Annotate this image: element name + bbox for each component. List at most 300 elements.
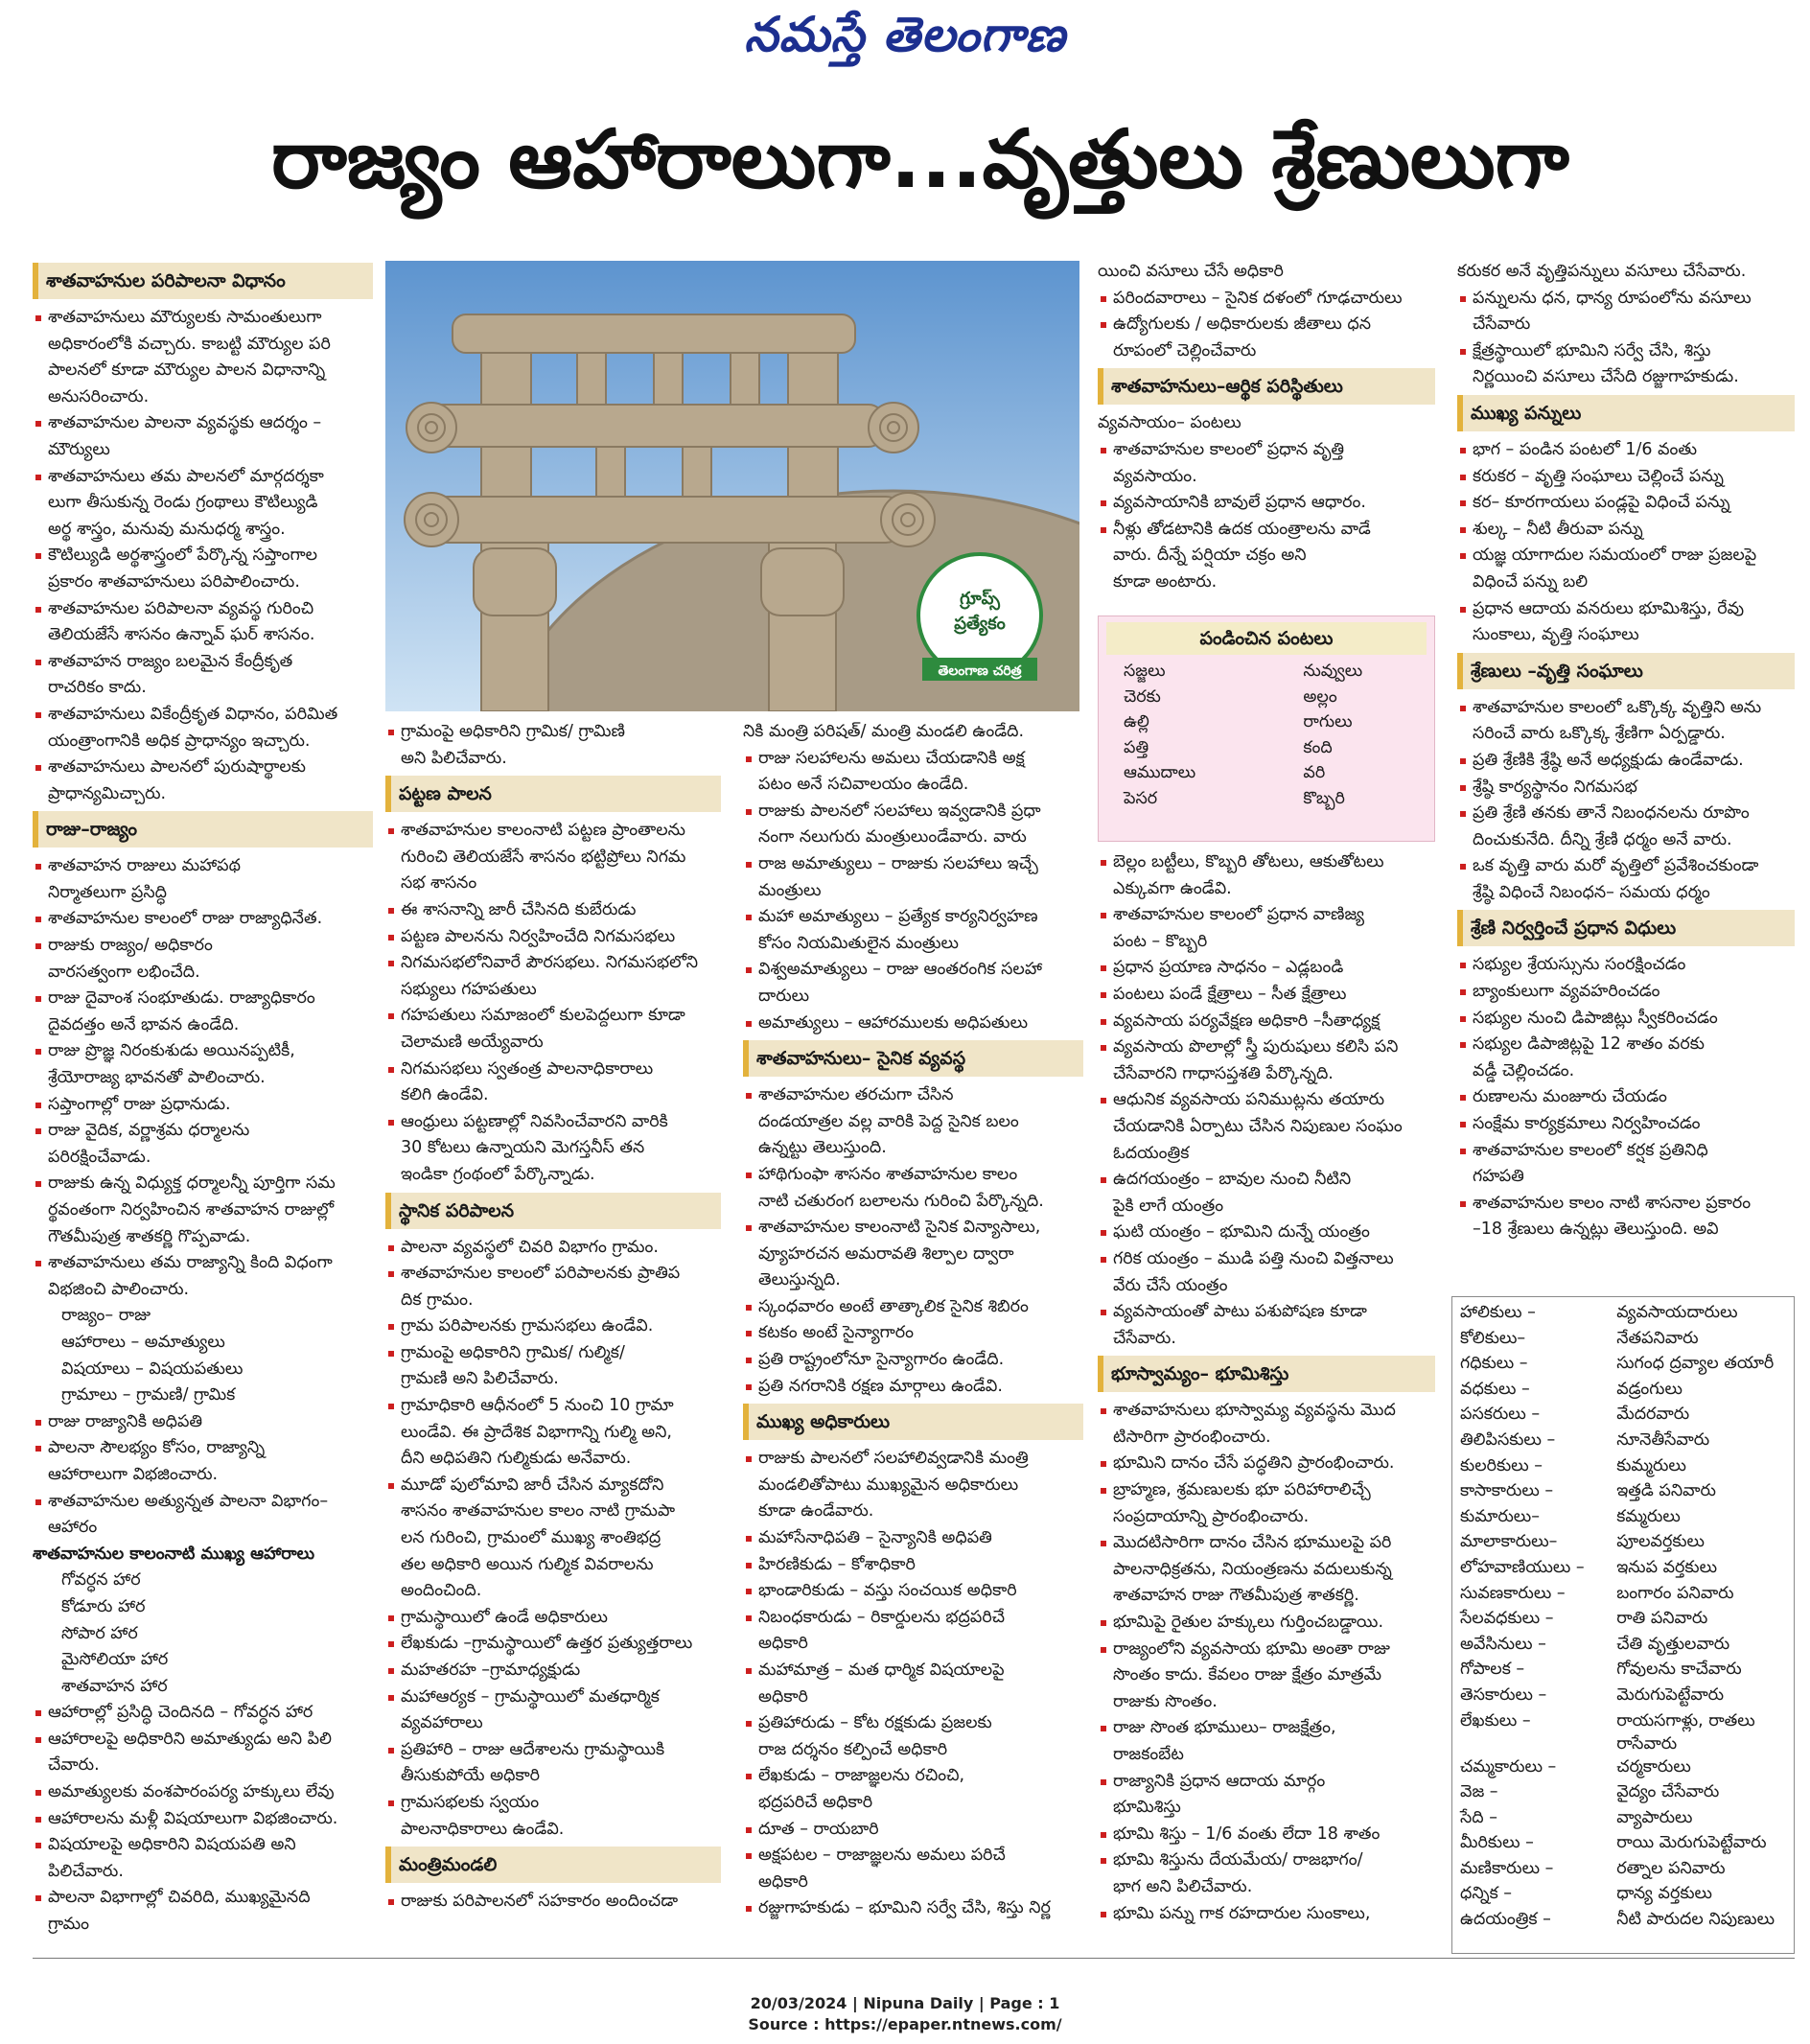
text-line: చేసేవారు. [1113,1328,1176,1348]
guild-meaning: సుగంధ ద్రవ్యాల తయారీ [1616,1354,1775,1374]
text-line: రాజుకు పాలనలో సలహాలు ఇవ్వడానికి ప్రధా [758,801,1041,821]
bullet-item [385,1340,721,1393]
bullet-item [33,596,373,649]
bullet-item [743,957,1083,1010]
headline: రాజ్యం ఆహారాలుగా...వృత్తులు శ్రేణులుగా [271,112,1569,206]
guild-meaning: బంగారం పనివారు [1616,1583,1734,1603]
section-heading: ముఖ్య పన్నులు [1457,395,1795,431]
guild-meaning: నేతపనివారు [1616,1328,1699,1348]
bullet-item [743,1215,1083,1294]
guild-row [1460,1711,1786,1757]
bullet-item [1098,1167,1435,1219]
crop-row [1099,711,1434,737]
guild-row [1460,1507,1786,1533]
text-line: సోపార హార [61,1623,138,1643]
text-line: రాజు వైదిక, వర్ణాశ్రమ ధర్మాలను [48,1121,250,1141]
text-line: శాతవాహనుల పరిపాలనా వ్యవస్థ గురించి [48,598,314,618]
bullet-item [33,1832,373,1885]
text-line: శాతవాహనుల తరచుగా చేసిన [758,1085,954,1105]
crop-row [1099,762,1434,788]
text-line: శాతవాహనులు మౌర్యులకు సామంతులుగా [48,308,322,327]
text-line: విషయాలపై అధికారిని విషయపతి అని పిలిచేవారు. [48,1835,296,1881]
section-heading: ముఖ్య అధికారులు [743,1404,1083,1440]
bullet-item [1098,1246,1435,1299]
badge-ribbon: తెలంగాణ చరిత్ర [938,663,1022,679]
guild-meaning: ఇనుప వర్తకులు [1616,1557,1718,1577]
bullet-item [743,1817,1083,1844]
continued-text [1457,259,1795,286]
badge-line-1: గ్రూప్స్ [960,589,1000,609]
text-line: భూమిని దానం చేసే పద్ధతిని ప్రారంభించారు. [1113,1453,1395,1474]
guild-row [1460,1910,1786,1936]
text-line: తీసుకుపోయే అధికారి [401,1766,541,1786]
bullet-item [33,933,373,986]
text-line: శాతవాహన రాజులు మహాపథ [48,856,241,876]
text-line: వ్యవసాయ పొలాల్లో స్త్రీ పురుషులు కలిసి పని [1113,1037,1399,1057]
text-line: నిబంధకారుడు – రికార్డులను భద్రపరిచే [758,1607,1006,1627]
guild-row [1460,1405,1786,1430]
bullet-item [743,1605,1083,1658]
crop-row [1099,788,1434,814]
text-line: కటకం అంటే సైన్యాగారం [758,1323,915,1343]
text-line: శాతవాహనుల పాలనా వ్యవస్థకు ఆదర్శం – [48,413,322,433]
guild-name: హాలికులు – [1460,1303,1536,1322]
bullet-item [33,649,373,702]
text-line: విభజించి పాలించారు. [48,1279,190,1299]
guild-name: లోహవాణియులు – [1460,1557,1585,1577]
text-line: –18 శ్రేణులు ఉన్నట్లు తెలుస్తుంది. అవి [1473,1219,1719,1240]
stupa-gateway-illustration [385,261,1079,711]
text-line: గ్రామస్థాయిలో ఉండే అధికారులు [401,1607,608,1627]
bullet-item [1098,849,1435,902]
guild-name: కుమారులు– [1460,1506,1540,1526]
text-line: సభ్యుల శ్రేయస్సును సంరక్షించడం [1473,955,1686,975]
text-line: విధించే పన్ను బలి [1473,571,1589,592]
guild-meaning: నీటి పారుదల నిపుణులు [1616,1910,1775,1930]
bullet-item [1098,1715,1435,1768]
text-line: లేఖకుడు – రాజాజ్ఞలను రచించి, [758,1766,965,1786]
text-line: శాసనం శాతవాహనుల కాలం నాటి గ్రామపా [401,1501,675,1521]
bullet-item [1098,1637,1435,1716]
text-line: కౌటిల్యుడి అర్థశాస్త్రంలో పేర్కొన్న సప్తాంగాల [48,546,317,566]
footer-source-line: Source : https://epaper.ntnews.com/ [748,2015,1062,2033]
guild-name: వధకులు – [1460,1379,1530,1399]
bullet-item [33,410,373,463]
article-column-4-lower [1098,849,1435,1927]
bullet-item [385,1605,721,1632]
bullet-item [1457,801,1795,853]
text-line: తల అధికారి అయిన గుల్మిక వివరాలను [401,1554,654,1574]
bullet-item [1098,286,1435,313]
text-line: రజ్జుగాహకుడు – భూమిని సర్వే చేసి, శిస్తు నిర్ణ [758,1898,1051,1918]
bullet-item [33,1779,373,1806]
text-line: ప్రతిహారుడు – కోట రక్షకుడు ప్రజలకు [758,1713,992,1733]
text-line: అని పిలిచేవారు. [401,748,507,768]
text-line: పంట – కొబ్బరి [1113,931,1208,951]
text-line: వారు. దీన్నే పర్షియా చక్రం అని [1113,546,1307,566]
guilds-box [1451,1296,1795,1954]
continued-text [1098,259,1435,286]
subheading: వ్యవసాయం– పంటలు [1098,413,1241,433]
bullet-item [1098,1398,1435,1451]
guild-row [1460,1609,1786,1635]
article-column-1 [33,259,373,1939]
text-line: పరిరక్షించేవాడు. [48,1147,151,1167]
text-line: అమాత్యులకు వంశపారంపర్య హక్కులు లేవు [48,1782,335,1802]
text-line: పాలనా విభాగాల్లో చివరిది, ముఖ్యమైనది [48,1888,311,1908]
text-line: కూడా ఉండేవారు. [758,1501,874,1521]
text-line: ఓదయంత్రిక [1113,1143,1190,1163]
bullet-item [1457,1138,1795,1191]
text-line: చేసేవారని గాధాసప్తశతి పేర్కొన్నది. [1113,1063,1334,1083]
bullet-item [743,851,1083,904]
text-line: అక్షపటల – రాజాజ్ఞలను అమలు పరిచే [758,1846,1006,1866]
badge-line-2: ప్రత్యేకం [954,614,1006,634]
bullet-item [743,1552,1083,1579]
text-line: యంత్రాంగానికి అధిక ప్రాధాన్యం ఇచ్చారు. [48,731,311,751]
text-line: దూత – రాయబారి [758,1819,879,1839]
text-line: యజ్ఞ యాగాదుల సమయంలో రాజు ప్రజలపై [1473,546,1757,566]
guild-row [1460,1584,1786,1610]
bullet-item [33,1727,373,1779]
text-line: ఆహారాలు – అమాత్యులు [61,1332,225,1352]
text-line: విషయాలు – విషయపతులు [61,1359,244,1379]
guild-meaning: మెరుగుపెట్టేవారు [1616,1684,1725,1705]
text-line: మహాఆర్యక – గ్రామస్థాయిలో మతధార్మిక [401,1686,660,1707]
text-line: గహపతులు సమాజంలో కులపెద్దలుగా కూడా [401,1006,685,1026]
bullet-item [743,1710,1083,1763]
text-line: వడ్డీ చెల్లించడం. [1473,1060,1575,1080]
bullet-item [33,464,373,544]
text-line: వ్యవహారాలు [401,1713,483,1733]
text-line: తెలుస్తున్నది. [758,1270,841,1290]
bullet-item [385,1684,721,1737]
text-line: ర్థవంతంగా నిర్వహించిన శాతవాహన రాజుల్లో [48,1200,335,1219]
text-line: భూమి శిస్తును దేయమేయ/ రాజభాగం/ [1113,1850,1363,1870]
text-line: అధికారి [758,1871,808,1892]
bullet-item [1098,1477,1435,1530]
guild-name: గధికులు – [1460,1354,1528,1374]
text-line: శాతవాహనుల కాలం నాటి శాసనాల ప్రకారం [1473,1193,1752,1213]
bullet-item [1098,1822,1435,1848]
bullet-item [33,1092,373,1119]
guild-row [1460,1456,1786,1482]
crops-box-title: పండించిన పంటలు [1106,622,1427,655]
text-line: శాతవాహనులు తమ రాజ్యాన్ని కింది విధంగా [48,1253,333,1273]
guild-row [1460,1558,1786,1584]
text-line: గహపతి [1473,1167,1524,1187]
bullet-item [385,950,721,1003]
guild-name: చమ్మకారులు – [1460,1756,1557,1777]
text-line: ఆహారాలపై అధికారిని అమాత్యుడు అని పిలి [48,1729,332,1749]
bullet-item [33,1489,373,1542]
text-line: వారసత్వంగా లభించేది. [48,962,200,982]
text-line: గ్రామంపై అధికారిని గ్రామిక/ గుల్మిక/ [401,1342,625,1362]
crop-name: వరి [1303,763,1326,783]
text-line: మంత్రులు [758,880,822,900]
bullet-item [385,1631,721,1658]
bullet-item [1098,1034,1435,1087]
guild-row [1460,1884,1786,1910]
bullet-item [33,1700,373,1727]
text-line: రాజు రాజ్యానికి అధిపతి [48,1411,203,1431]
guild-meaning: ఇత్తడి పనివారు [1616,1481,1716,1501]
text-line: రూపంలో చెల్లించేవారు [1113,340,1257,360]
guild-row [1460,1532,1786,1558]
text-line: హిరణికుడు – కోశాధికారి [758,1554,916,1574]
guild-meaning: నూనెతీసేవారు [1616,1429,1710,1450]
bullet-item [1457,1111,1795,1138]
text-line: రాజుకు రాజ్యం/ అధికారం [48,936,213,956]
bullet-item [1457,1191,1795,1243]
bullet-item [743,1843,1083,1895]
bullet-item [1098,517,1435,596]
text-line: ప్రతి శ్రేణి తనకు తానే నిబంధనలను రూపొం [1473,803,1750,824]
text-line: దిక గ్రామం. [401,1289,474,1310]
bullet-item [1457,596,1795,649]
bullet-item [743,1294,1083,1321]
guild-meaning: ధాన్య వర్తకులు [1616,1884,1712,1904]
text-line: దీని అధిపతిని గుల్మికుడు అనేవారు. [401,1449,632,1469]
text-line: శాతవాహన హార [61,1676,168,1696]
text-line: సభ్యులు గహపతులు [401,979,537,999]
crop-name: పత్తి [1124,737,1149,757]
text-line: ప్రాధాన్యమిచ్చారు. [48,783,167,803]
bullet-item [1098,1299,1435,1352]
bullet-item [33,702,373,755]
text-line: మహాసేనాధిపతి – సైన్యానికి అధిపతి [758,1528,992,1548]
bullet-item [1457,952,1795,979]
guild-meaning: మేదరవారు [1616,1405,1690,1425]
continued-text [743,719,1083,746]
text-line: భూమి శిస్తు – 1/6 వంతు లేదా 18 శాతం [1113,1823,1381,1844]
text-line: వ్యవసాయం. [1113,466,1197,486]
section-heading: రాజు–రాజ్యం [33,811,373,848]
text-line: విశ్వఅమాత్యులు – రాజు ఆంతరంగిక సలహా [758,960,1042,980]
text-line: పన్నులను ధన, ధాన్య రూపంలోను వసూలు [1473,288,1752,308]
text-line: సభ్యుల డిపాజిట్లపై 12 శాతం వరకు [1473,1034,1705,1055]
text-line: అధికారి [758,1634,808,1654]
guild-name: మాలాకారులు– [1460,1532,1558,1552]
bullet-item [1098,1219,1435,1246]
guild-row [1460,1660,1786,1685]
text-line: గ్రామ పరిపాలనకు గ్రామసభలు ఉండేవి. [401,1316,654,1336]
text-line: రాజు సలహాలను అమలు చేయడానికి అక్ష [758,748,1025,768]
text-line: అందించింది. [401,1581,482,1601]
guild-name: కులరికులు – [1460,1455,1543,1475]
text-line: దారులు [758,986,810,1006]
section-heading: శాతవాహనులు– సైనిక వ్యవస్థ [743,1040,1083,1077]
bullet-item [33,1435,373,1488]
text-line: పాలనా సౌలభ్యం కోసం, రాజ్యాన్ని [48,1438,266,1458]
bullet-item [33,906,373,933]
article-column-3 [743,719,1083,1922]
bullet-item [385,1057,721,1109]
text-line: సొంతం కాదు. కేవలం రాజు క్షేత్రం మాత్రమే [1113,1665,1382,1685]
bullet-item [385,1737,721,1790]
bullet-item [743,746,1083,799]
text-line: హాథిగుంఫా శాసనం శాతవాహనుల కాలం [758,1164,1018,1184]
text-line: ఘటి యంత్రం – భూమిని దున్నే యంత్రం [1113,1222,1370,1243]
text-line: కరుకర – వృత్తి సంఘాలు చెల్లించే పన్ను [1473,466,1724,486]
bullet-item [385,1003,721,1056]
text-line: కరుకర అనే వృత్తిపన్నులు వసూలు చేసేవారు. [1457,262,1747,281]
bullet-item [385,818,721,897]
text-line: శాతవాహనుల కాలంలో రాజు రాజ్యాధినేత. [48,909,323,929]
bullet-item [743,1082,1083,1162]
bullet-item [743,1578,1083,1605]
bullet-item [33,1409,373,1436]
text-line: లన గురించి, గ్రామంలో ముఖ్య శాంతిభద్ర [401,1528,661,1548]
bullet-item [743,1374,1083,1401]
subheading: శాతవాహనుల కాలంనాటి ముఖ్య ఆహారాలు [33,1544,315,1564]
crop-name: రాగులు [1303,712,1353,732]
text-line: శాతవాహనులు తమ పాలనలో మార్గదర్శకా [48,466,324,486]
text-line: ఆహారాలుగా విభజించారు. [48,1464,219,1484]
guild-name: సువణకారులు – [1460,1583,1566,1603]
section-heading: శ్రేణి నిర్వర్తించే ప్రధాన విధులు [1457,910,1795,946]
text-line: వ్యవసాయానికి బావులే ప్రధాన ఆధారం. [1113,493,1366,513]
text-line: ప్రధాన ఆదాయ వనరులు భూమిశిస్తు, రేవు [1473,598,1745,618]
text-line: మండలితోపాటు ముఖ్యమైన అధికారులు [758,1475,1019,1495]
bullet-item [33,853,373,906]
bullet-item [33,1250,373,1303]
guild-row [1460,1635,1786,1661]
text-line: వ్యవసాయంతో పాటు పశుపోషణ కూడా [1113,1302,1367,1322]
text-line: నంగా నలుగురు మంత్రులుండేవారు. వారు [758,827,1027,848]
bullet-item [385,924,721,951]
text-line: భాగ – పండిన పంటలో 1/6 వంతు [1473,439,1698,459]
article-column-2 [385,719,721,1916]
text-line: ఒక వృత్తి వారు మరో వృత్తిలో ప్రవేశించకుండా [1473,856,1759,876]
section-heading: మంత్రిమండలి [385,1847,721,1883]
bullet-item [33,1171,373,1250]
bullet-item [33,1118,373,1171]
sanchi-gateway-photo [385,261,1079,711]
text-line: నీళ్లు తోడటానికి ఉదక యంత్రాలను వాడే [1113,519,1371,539]
guild-row [1460,1354,1786,1380]
text-line: గురించి తెలియజేసే శాసనం భట్టిప్రోలు నిగమ [401,847,686,867]
text-line: శాతవాహనుల కాలంలో ఒక్కొక్క వృత్తిని అను [1473,697,1762,717]
bullet-item [743,799,1083,851]
text-line: శాతవాహనులు వికేంద్రీకృత విధానం, పరిమిత [48,704,338,724]
text-line: దైవదత్తం అనే భావన ఉండేది. [48,1014,240,1034]
bullet-item [1098,437,1435,490]
bullet-item [385,1393,721,1473]
text-line: భూమిపై రైతుల హక్కులు గుర్తించబడ్డాయి. [1113,1613,1384,1633]
guild-name: అవేసినులు – [1460,1634,1546,1654]
text-line: బ్యాంకులుగా వ్యవహరించడం [1473,982,1660,1002]
text-line: చేసేవారు [1473,314,1531,335]
text-line: ప్రతి శ్రేణికి శ్రేష్ఠి అనే అధ్యక్షుడు ఉండేవాడు. [1473,750,1744,770]
bullet-item [1098,1610,1435,1637]
bullet-item [385,897,721,924]
bullet-item [385,1109,721,1189]
bullet-item [1457,775,1795,801]
text-line: లేఖకుడు –గ్రామస్థాయిలో ఉత్తర ప్రత్యుత్తరాలు [401,1634,693,1654]
text-line: ఎక్కువగా ఉండేవి. [1113,878,1232,898]
guild-name: సేలవధకులు – [1460,1609,1554,1629]
text-line: శాతవాహనుల కాలంనాటి సైనిక విన్యాసాలు, [758,1218,1041,1238]
guild-name: ధన్నిక – [1460,1884,1513,1904]
text-line: కోసం నియమితులైన మంత్రులు [758,933,959,953]
text-line: ఆంధ్రులు పట్టణాల్లో నివసించేవారని వారికి [401,1111,668,1131]
text-line: రాచరికం కాదు. [48,678,147,698]
bullet-item [33,305,373,410]
text-line: శ్రేష్ఠి విధించే నిబంధన– సమయ ధర్మం [1473,882,1710,902]
guild-meaning: చర్మకారులు [1616,1756,1691,1777]
text-line: రాజ్యం– రాజు [61,1306,151,1326]
text-line: 30 కోటలు ఉన్నాయని మెగస్తనీస్ తన [401,1138,645,1158]
text-line: మహామాత్ర – మత ధార్మిక విషయాలపై [758,1661,1005,1680]
text-line: రుణాలను మంజూరు చేయడం [1473,1087,1667,1107]
text-line: సభ శాసనం [401,873,477,894]
crops-box [1098,616,1435,842]
bullet-item [1098,1009,1435,1035]
bullet-item [1457,464,1795,491]
bullet-item [743,1658,1083,1710]
text-line: సంక్షేమ కార్యక్రమాలు నిర్వహించడం [1473,1114,1701,1134]
guild-name: కాసాకారులు – [1460,1481,1554,1501]
guild-name: కోలికులు– [1460,1328,1526,1348]
text-line: ప్రతి రాష్ట్రంలోనూ సైన్యాగారం ఉండేది. [758,1350,1005,1370]
guild-meaning: వ్యాపారులు [1616,1807,1693,1827]
bullet-item [1457,517,1795,544]
text-line: గ్రామం [48,1915,89,1935]
guild-meaning: వైద్యం చేసేవారు [1616,1782,1720,1802]
text-line: శాతవాహనుల కాలంలో కర్షక ప్రతినిధి [1473,1140,1708,1160]
text-line: రాజు ప్రొజ్ఞ నిరంకుశుడు అయినప్పటికీ, [48,1041,295,1061]
crop-name: నువ్వులు [1303,662,1363,682]
text-line: పాలనలో కూడా మౌర్యుల పాలన విధానాన్ని [48,360,326,381]
text-line: క్షేత్రస్థాయిలో భూమిని సర్వే చేసి, శిస్తు [1473,340,1711,360]
text-line: పంటలు పండే క్షేత్రాలు – సీత క్షేత్రాలు [1113,984,1347,1004]
division-list [33,1303,373,1408]
text-line: కూడా అంటారు. [1113,571,1218,592]
guild-row [1460,1303,1786,1329]
guild-name: ఉదయంత్రిక – [1460,1910,1551,1930]
bullet-item [1098,1769,1435,1822]
bullet-item [385,1261,721,1313]
text-line: సప్తాంగాల్లో రాజు ప్రధానుడు. [48,1094,231,1114]
guild-meaning: రాయి మెరుగుపెట్టేవారు [1616,1833,1767,1853]
guild-row [1460,1430,1786,1456]
text-line: రాజ్యానికి ప్రధాన ఆదాయ మార్గం [1113,1771,1326,1791]
text-line: భద్రపరిచే అధికారి [758,1792,873,1812]
text-line: రాజుకు ఉన్న విధ్యుక్త ధర్మాలన్నీ పూర్తిగా సమ [48,1173,336,1194]
masthead-logo: నమస్తే తెలంగాణ [744,6,1066,62]
bullet-item [1457,437,1795,464]
bullet-item [33,986,373,1038]
guild-meaning: పూలవర్తకులు [1616,1532,1705,1552]
text-line: శాతవాహనుల కాలంలో ప్రధాన వృత్తి [1113,439,1345,459]
bullet-item [33,1885,373,1938]
text-line: బెల్లం బట్టీలు, కొబ్బరి తోటలు, ఆకుతోటలు [1113,852,1384,871]
bullet-item [33,755,373,807]
section-heading: శ్రేణులు –వృత్తి సంఘాలు [1457,653,1795,689]
text-line: శాతవాహన రాజ్యం బలమైన కేంద్రీకృత [48,651,293,671]
bullet-item [743,1525,1083,1552]
section-heading: శాతవాహనుల పరిపాలనా విధానం [33,263,373,299]
text-line: నిగమసభలు స్వతంత్ర పాలనాధికారాలు [401,1058,654,1079]
text-line: శుల్క – నీటి తీరువా పన్ను [1473,519,1643,539]
text-line: నాటి చతురంగ బలాలను గురించి పేర్కొన్నది. [758,1191,1044,1211]
text-line: సంప్రదాయాన్ని ప్రారంభించారు. [1113,1506,1310,1526]
text-line: రాజు దైవాంశ సంభూతుడు. రాజ్యాధికారం [48,988,315,1009]
bullet-item [1457,979,1795,1006]
crop-name: పెసర [1124,788,1158,808]
guild-name: గోపాలక – [1460,1660,1525,1680]
